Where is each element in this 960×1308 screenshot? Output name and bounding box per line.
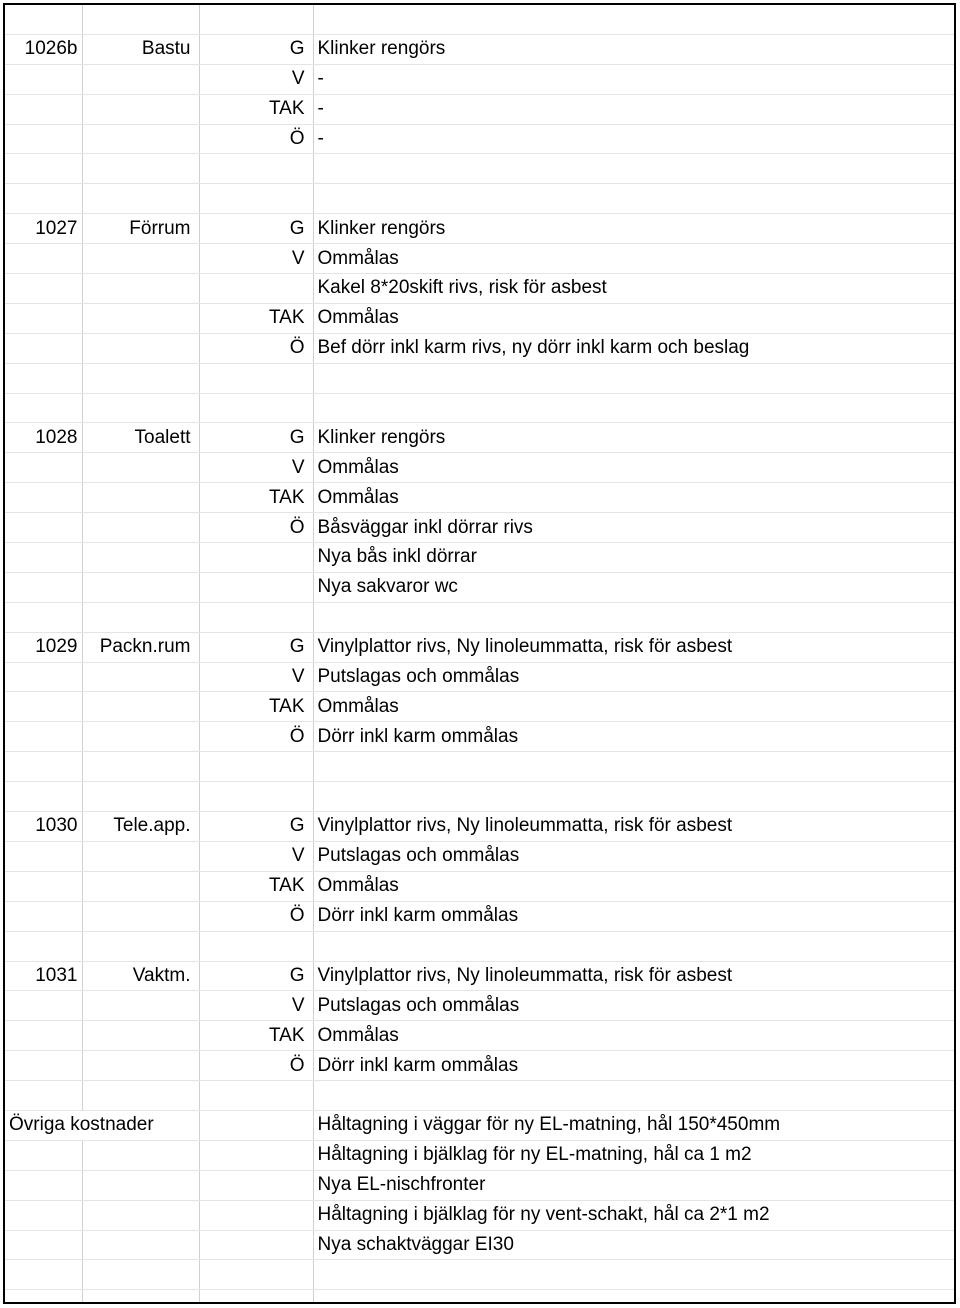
action-description-cell: Klinker rengörs xyxy=(313,423,934,453)
empty-cell xyxy=(934,1170,954,1200)
room-number-cell xyxy=(5,124,82,154)
room-name-cell xyxy=(82,752,199,782)
room-name-cell xyxy=(82,303,199,333)
room-number-cell xyxy=(5,901,82,931)
room-number-cell xyxy=(5,602,82,632)
room-number-cell xyxy=(5,244,82,274)
blank-row xyxy=(5,782,954,812)
action-description-cell: Putslagas och ommålas xyxy=(313,662,934,692)
room-name-cell xyxy=(82,602,199,632)
action-description-cell: Håltagning i bjälklag för ny vent-schakt, hål ca 2*1 m2 xyxy=(313,1200,934,1230)
surface-code-cell xyxy=(199,184,313,214)
room-name-cell: Förrum xyxy=(82,214,199,244)
surface-code-cell xyxy=(199,363,313,393)
room-number-cell xyxy=(5,931,82,961)
action-description-cell xyxy=(313,393,934,423)
surface-code-cell: TAK xyxy=(199,871,313,901)
table-row xyxy=(5,1230,954,1260)
room-name-cell xyxy=(82,901,199,931)
blank-row xyxy=(5,393,954,423)
empty-cell xyxy=(934,752,954,782)
table-row xyxy=(5,812,954,842)
table-row xyxy=(5,692,954,722)
action-description-cell xyxy=(313,1081,934,1111)
room-number-cell xyxy=(5,991,82,1021)
action-description-cell: - xyxy=(313,64,934,94)
room-number-cell: 1026b xyxy=(5,34,82,64)
surface-code-cell: G xyxy=(199,812,313,842)
table-row xyxy=(5,333,954,363)
room-name-cell xyxy=(82,991,199,1021)
room-number-cell xyxy=(5,692,82,722)
action-description-cell: Ommålas xyxy=(313,303,934,333)
table-row xyxy=(5,901,954,931)
surface-code-cell: TAK xyxy=(199,1021,313,1051)
room-name-cell xyxy=(82,154,199,184)
room-number-cell xyxy=(5,64,82,94)
table-row xyxy=(5,124,954,154)
action-description-cell: - xyxy=(313,94,934,124)
room-number-cell xyxy=(5,1230,82,1260)
action-description-cell: Dörr inkl karm ommålas xyxy=(313,722,934,752)
action-description-cell xyxy=(313,5,934,34)
action-description-cell xyxy=(313,1260,934,1290)
action-description-cell: Putslagas och ommålas xyxy=(313,991,934,1021)
empty-cell xyxy=(934,1260,954,1290)
action-description-cell: Nya bås inkl dörrar xyxy=(313,543,934,573)
empty-cell xyxy=(934,1230,954,1260)
room-number-cell xyxy=(5,1021,82,1051)
empty-cell xyxy=(934,513,954,543)
room-number-cell xyxy=(5,1290,82,1304)
room-number-cell: 1031 xyxy=(5,961,82,991)
room-number-cell xyxy=(5,782,82,812)
room-name-cell xyxy=(82,1140,199,1170)
table-row xyxy=(5,64,954,94)
blank-row xyxy=(5,5,954,34)
room-name-cell xyxy=(82,722,199,752)
surface-code-cell xyxy=(199,1230,313,1260)
blank-row xyxy=(5,752,954,782)
table-row xyxy=(5,543,954,573)
action-description-cell: Ommålas xyxy=(313,692,934,722)
table-row xyxy=(5,632,954,662)
blank-row xyxy=(5,363,954,393)
table-row xyxy=(5,274,954,304)
surface-code-cell xyxy=(199,1140,313,1170)
action-description-cell xyxy=(313,1290,934,1304)
room-number-cell xyxy=(5,662,82,692)
empty-cell xyxy=(934,244,954,274)
room-name-cell: Vaktm. xyxy=(82,961,199,991)
blank-row xyxy=(5,931,954,961)
surface-code-cell: Ö xyxy=(199,513,313,543)
empty-cell xyxy=(934,214,954,244)
room-name-cell: Tele.app. xyxy=(82,812,199,842)
surface-code-cell: G xyxy=(199,34,313,64)
action-description-cell: Håltagning i väggar för ny EL-matning, hål 150*450mm xyxy=(313,1110,934,1140)
spreadsheet xyxy=(3,3,956,1304)
empty-cell xyxy=(934,812,954,842)
action-description-cell: Håltagning i bjälklag för ny EL-matning, hål ca 1 m2 xyxy=(313,1140,934,1170)
table-row xyxy=(5,94,954,124)
empty-cell xyxy=(934,931,954,961)
empty-cell xyxy=(934,991,954,1021)
room-number-cell: 1029 xyxy=(5,632,82,662)
table-row xyxy=(5,841,954,871)
surface-code-cell: Ö xyxy=(199,124,313,154)
room-name-cell xyxy=(82,931,199,961)
table-row xyxy=(5,423,954,453)
room-number-cell xyxy=(5,1260,82,1290)
action-description-cell: Ommålas xyxy=(313,244,934,274)
surface-code-cell xyxy=(199,5,313,34)
room-name-cell xyxy=(82,64,199,94)
empty-cell xyxy=(934,602,954,632)
empty-cell xyxy=(934,1110,954,1140)
empty-cell xyxy=(934,184,954,214)
surface-code-cell: V xyxy=(199,662,313,692)
empty-cell xyxy=(934,662,954,692)
action-description-cell xyxy=(313,752,934,782)
empty-cell xyxy=(934,393,954,423)
surface-code-cell: G xyxy=(199,423,313,453)
empty-cell xyxy=(934,423,954,453)
surface-code-cell: Ö xyxy=(199,901,313,931)
section-label: Övriga kostnader xyxy=(5,1110,199,1140)
action-description-cell: Båsväggar inkl dörrar rivs xyxy=(313,513,934,543)
table-row xyxy=(5,483,954,513)
room-name-cell xyxy=(82,244,199,274)
room-number-cell xyxy=(5,752,82,782)
surface-code-cell: V xyxy=(199,64,313,94)
table-row xyxy=(5,961,954,991)
table-row xyxy=(5,1110,954,1140)
room-name-cell xyxy=(82,692,199,722)
empty-cell xyxy=(934,1021,954,1051)
action-description-cell: Ommålas xyxy=(313,483,934,513)
room-name-cell xyxy=(82,184,199,214)
room-name-cell xyxy=(82,1260,199,1290)
room-name-cell xyxy=(82,5,199,34)
room-number-cell xyxy=(5,5,82,34)
table-row xyxy=(5,572,954,602)
room-name-cell xyxy=(82,393,199,423)
surface-code-cell xyxy=(199,1170,313,1200)
action-description-cell: - xyxy=(313,124,934,154)
action-description-cell: Dörr inkl karm ommålas xyxy=(313,901,934,931)
empty-cell xyxy=(934,572,954,602)
surface-code-cell: TAK xyxy=(199,303,313,333)
room-name-cell xyxy=(82,662,199,692)
room-number-cell xyxy=(5,453,82,483)
action-description-cell: Kakel 8*20skift rivs, risk för asbest xyxy=(313,274,934,304)
empty-cell xyxy=(934,274,954,304)
surface-code-cell xyxy=(199,1260,313,1290)
room-name-cell xyxy=(82,124,199,154)
table-row xyxy=(5,453,954,483)
room-name-cell xyxy=(82,543,199,573)
surface-code-cell xyxy=(199,274,313,304)
room-name-cell: Toalett xyxy=(82,423,199,453)
surface-code-cell: Ö xyxy=(199,333,313,363)
room-number-cell xyxy=(5,513,82,543)
empty-cell xyxy=(934,1051,954,1081)
surface-code-cell: V xyxy=(199,244,313,274)
empty-cell xyxy=(934,1290,954,1304)
table-row xyxy=(5,34,954,64)
room-name-cell xyxy=(82,513,199,543)
empty-cell xyxy=(934,94,954,124)
room-number-cell xyxy=(5,94,82,124)
table-row xyxy=(5,722,954,752)
room-number-cell: 1028 xyxy=(5,423,82,453)
table-row xyxy=(5,244,954,274)
blank-row xyxy=(5,1260,954,1290)
empty-cell xyxy=(934,901,954,931)
action-description-cell: Vinylplattor rivs, Ny linoleummatta, risk för asbest xyxy=(313,632,934,662)
room-name-cell xyxy=(82,782,199,812)
action-description-cell xyxy=(313,602,934,632)
blank-row xyxy=(5,1290,954,1304)
empty-cell xyxy=(934,34,954,64)
empty-cell xyxy=(934,64,954,94)
table-row xyxy=(5,871,954,901)
surface-code-cell xyxy=(199,1081,313,1111)
empty-cell xyxy=(934,1140,954,1170)
surface-code-cell xyxy=(199,931,313,961)
empty-cell xyxy=(934,1200,954,1230)
action-description-cell: Nya sakvaror wc xyxy=(313,572,934,602)
table-row xyxy=(5,214,954,244)
action-description-cell: Ommålas xyxy=(313,453,934,483)
surface-code-cell xyxy=(199,782,313,812)
table-row xyxy=(5,1021,954,1051)
room-name-cell xyxy=(82,1170,199,1200)
room-name-cell xyxy=(82,453,199,483)
empty-cell xyxy=(934,871,954,901)
room-number-cell xyxy=(5,393,82,423)
surface-code-cell xyxy=(199,1200,313,1230)
action-description-cell: Bef dörr inkl karm rivs, ny dörr inkl karm och beslag xyxy=(313,333,934,363)
room-number-cell xyxy=(5,1200,82,1230)
surface-code-cell xyxy=(199,572,313,602)
surface-code-cell xyxy=(199,543,313,573)
blank-row xyxy=(5,184,954,214)
blank-row xyxy=(5,1081,954,1111)
surface-code-cell xyxy=(199,602,313,632)
table-row xyxy=(5,513,954,543)
room-number-cell xyxy=(5,1140,82,1170)
room-name-cell xyxy=(82,572,199,602)
empty-cell xyxy=(934,722,954,752)
room-name-cell xyxy=(82,871,199,901)
surface-code-cell xyxy=(199,1110,313,1140)
table-row xyxy=(5,662,954,692)
room-table xyxy=(5,5,954,1304)
action-description-cell xyxy=(313,931,934,961)
room-number-cell xyxy=(5,333,82,363)
room-number-cell: 1027 xyxy=(5,214,82,244)
surface-code-cell: V xyxy=(199,453,313,483)
action-description-cell: Klinker rengörs xyxy=(313,214,934,244)
surface-code-cell xyxy=(199,393,313,423)
room-name-cell xyxy=(82,94,199,124)
action-description-cell: Ommålas xyxy=(313,871,934,901)
surface-code-cell xyxy=(199,752,313,782)
empty-cell xyxy=(934,303,954,333)
surface-code-cell: G xyxy=(199,961,313,991)
room-number-cell xyxy=(5,154,82,184)
empty-cell xyxy=(934,1081,954,1111)
empty-cell xyxy=(934,483,954,513)
action-description-cell xyxy=(313,154,934,184)
action-description-cell: Klinker rengörs xyxy=(313,34,934,64)
empty-cell xyxy=(934,124,954,154)
action-description-cell: Ommålas xyxy=(313,1021,934,1051)
surface-code-cell: G xyxy=(199,632,313,662)
empty-cell xyxy=(934,632,954,662)
empty-cell xyxy=(934,961,954,991)
room-number-cell xyxy=(5,572,82,602)
room-number-cell xyxy=(5,274,82,304)
table-row xyxy=(5,991,954,1021)
room-number-cell xyxy=(5,184,82,214)
room-name-cell xyxy=(82,483,199,513)
empty-cell xyxy=(934,543,954,573)
surface-code-cell: Ö xyxy=(199,1051,313,1081)
empty-cell xyxy=(934,5,954,34)
room-number-cell xyxy=(5,303,82,333)
surface-code-cell xyxy=(199,154,313,184)
empty-cell xyxy=(934,692,954,722)
table-row xyxy=(5,1170,954,1200)
surface-code-cell: Ö xyxy=(199,722,313,752)
room-number-cell xyxy=(5,1081,82,1111)
room-name-cell: Packn.rum xyxy=(82,632,199,662)
room-name-cell xyxy=(82,363,199,393)
empty-cell xyxy=(934,453,954,483)
surface-code-cell: TAK xyxy=(199,94,313,124)
room-name-cell xyxy=(82,1200,199,1230)
room-name-cell xyxy=(82,274,199,304)
room-name-cell xyxy=(82,1051,199,1081)
room-number-cell xyxy=(5,841,82,871)
blank-row xyxy=(5,154,954,184)
action-description-cell xyxy=(313,184,934,214)
empty-cell xyxy=(934,154,954,184)
empty-cell xyxy=(934,333,954,363)
room-number-cell: 1030 xyxy=(5,812,82,842)
room-name-cell xyxy=(82,1230,199,1260)
room-number-cell xyxy=(5,543,82,573)
action-description-cell: Vinylplattor rivs, Ny linoleummatta, risk för asbest xyxy=(313,812,934,842)
action-description-cell xyxy=(313,363,934,393)
room-name-cell xyxy=(82,1290,199,1304)
action-description-cell: Putslagas och ommålas xyxy=(313,841,934,871)
room-name-cell: Bastu xyxy=(82,34,199,64)
table-row xyxy=(5,1200,954,1230)
empty-cell xyxy=(934,782,954,812)
surface-code-cell: V xyxy=(199,991,313,1021)
blank-row xyxy=(5,602,954,632)
empty-cell xyxy=(934,841,954,871)
table-row xyxy=(5,303,954,333)
room-number-cell xyxy=(5,483,82,513)
action-description-cell xyxy=(313,782,934,812)
empty-cell xyxy=(934,363,954,393)
surface-code-cell: V xyxy=(199,841,313,871)
room-name-cell xyxy=(82,333,199,363)
room-name-cell xyxy=(82,1021,199,1051)
room-name-cell xyxy=(82,841,199,871)
action-description-cell: Nya schaktväggar EI30 xyxy=(313,1230,934,1260)
room-number-cell xyxy=(5,1170,82,1200)
table-row xyxy=(5,1140,954,1170)
action-description-cell: Dörr inkl karm ommålas xyxy=(313,1051,934,1081)
action-description-cell: Nya EL-nischfronter xyxy=(313,1170,934,1200)
room-number-cell xyxy=(5,871,82,901)
room-number-cell xyxy=(5,1051,82,1081)
action-description-cell: Vinylplattor rivs, Ny linoleummatta, risk för asbest xyxy=(313,961,934,991)
room-number-cell xyxy=(5,363,82,393)
surface-code-cell xyxy=(199,1290,313,1304)
room-name-cell xyxy=(82,1081,199,1111)
surface-code-cell: G xyxy=(199,214,313,244)
surface-code-cell: TAK xyxy=(199,483,313,513)
surface-code-cell: TAK xyxy=(199,692,313,722)
room-number-cell xyxy=(5,722,82,752)
table-row xyxy=(5,1051,954,1081)
